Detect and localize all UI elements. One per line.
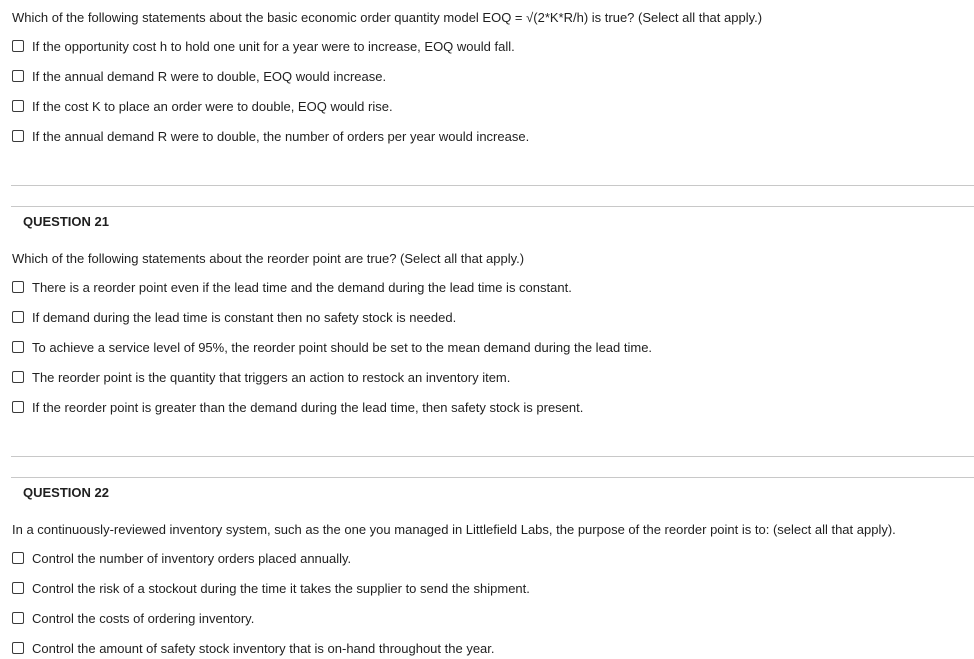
q22-option-4[interactable]: [12, 640, 495, 656]
checkbox[interactable]: [12, 100, 24, 112]
divider: [11, 456, 974, 457]
q22-option-2[interactable]: [12, 580, 530, 596]
checkbox[interactable]: [12, 401, 24, 413]
option-label: Control the risk of a stockout during the time it takes the supplier to send the shipment.: [32, 580, 530, 596]
option-label: Control the costs of ordering inventory.: [32, 610, 255, 626]
option-label: Control the number of inventory orders placed annually.: [32, 550, 352, 566]
q21-option-4[interactable]: [12, 369, 510, 385]
question-20-prompt: Which of the following statements about the basic economic order quantity model EOQ = √(2*K*R/h) is true? (Select all that apply.): [12, 10, 763, 25]
q20-option-3[interactable]: [12, 98, 393, 114]
option-label: If the opportunity cost h to hold one unit for a year were to increase, EOQ would fall.: [32, 38, 515, 54]
q21-option-5[interactable]: [12, 399, 583, 415]
checkbox[interactable]: [12, 582, 24, 594]
q20-option-4[interactable]: [12, 128, 529, 144]
q21-option-2[interactable]: [12, 309, 456, 325]
q21-option-3[interactable]: [12, 339, 652, 355]
checkbox[interactable]: [12, 281, 24, 293]
checkbox[interactable]: [12, 612, 24, 624]
checkbox[interactable]: [12, 552, 24, 564]
checkbox[interactable]: [12, 642, 24, 654]
option-label: There is a reorder point even if the lead time and the demand during the lead time is constant.: [32, 279, 572, 295]
question-21-title: QUESTION 21: [23, 214, 109, 229]
checkbox[interactable]: [12, 70, 24, 82]
checkbox[interactable]: [12, 40, 24, 52]
checkbox[interactable]: [12, 341, 24, 353]
divider: [11, 185, 974, 186]
divider: [11, 477, 974, 478]
q22-option-1[interactable]: [12, 550, 351, 566]
divider: [11, 206, 974, 207]
checkbox[interactable]: [12, 130, 24, 142]
q21-option-1[interactable]: [12, 279, 572, 295]
checkbox[interactable]: [12, 311, 24, 323]
q20-option-2[interactable]: [12, 68, 386, 84]
checkbox[interactable]: [12, 371, 24, 383]
option-label: To achieve a service level of 95%, the reorder point should be set to the mean demand during the lead time.: [32, 339, 653, 355]
option-label: If the reorder point is greater than the demand during the lead time, then safety stock is present.: [32, 399, 584, 415]
question-22-title: QUESTION 22: [23, 485, 109, 500]
option-label: If the annual demand R were to double, EOQ would increase.: [32, 68, 387, 84]
question-22-prompt: In a continuously-reviewed inventory system, such as the one you managed in Littlefield Labs, the purpose of the reorder point is to: (select all that apply).: [12, 522, 896, 537]
option-label: The reorder point is the quantity that triggers an action to restock an inventory item.: [32, 369, 511, 385]
option-label: If demand during the lead time is constant then no safety stock is needed.: [32, 309, 457, 325]
option-label: If the annual demand R were to double, the number of orders per year would increase.: [32, 128, 530, 144]
question-21-prompt: Which of the following statements about the reorder point are true? (Select all that apply.): [12, 251, 525, 266]
q22-option-3[interactable]: [12, 610, 254, 626]
q20-option-1[interactable]: [12, 38, 515, 54]
option-label: If the cost K to place an order were to double, EOQ would rise.: [32, 98, 393, 114]
option-label: Control the amount of safety stock inventory that is on-hand throughout the year.: [32, 640, 495, 656]
